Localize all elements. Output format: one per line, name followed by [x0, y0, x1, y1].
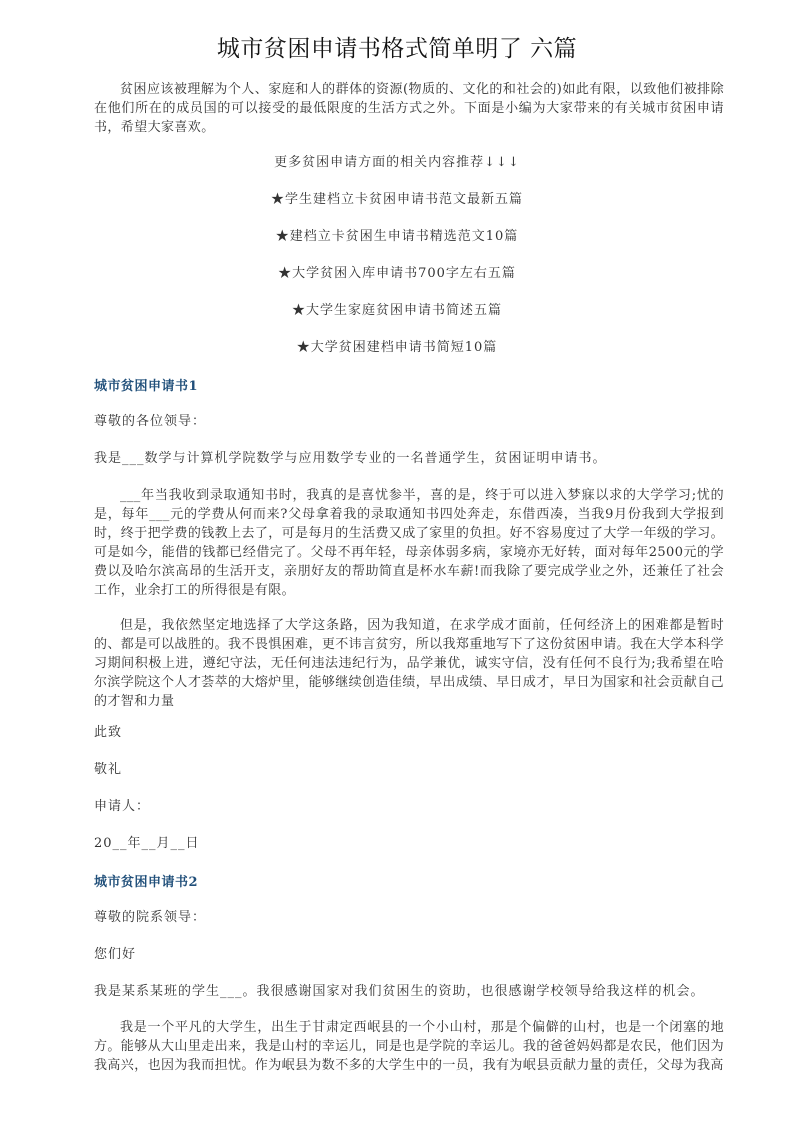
date-line: 20__年__月__日 [94, 836, 200, 851]
body-paragraph: 我是一个平凡的大学生，出生于甘肃定西岷县的一个小山村，那是个偏僻的山村，也是一个闭塞的地方。能够从大山里走出来，我是山村的幸运儿，同是也是学院的幸运儿。我的爸爸妈妈都是农民，他们因为我高兴，也因为我而担忧。作为岷县为数不多的大学生中的一员，我有为岷县贡献力量的责任，父母为我高 [94, 1020, 724, 1073]
recommend-header: 更多贫困申请方面的相关内容推荐↓↓↓ [274, 155, 520, 170]
body-paragraph: ___年当我收到录取通知书时，我真的是喜忧参半，喜的是，终于可以进入梦寐以求的大学学习;忧的是，每年___元的学费从何而来?父母拿着我的录取通知书四处奔走，东借西凑，当我9月份我到大学报到时，终于把学费的钱教上去了，可是每月的生活费又成了家里的负担。好不容易度过了大学一年级的学习。可是如今，能借的钱都已经借完了。父母不再年轻，母亲体弱多病，家境亦无好转，面对每年2500元的学费以及哈尔滨高昂的生活开支，亲朋好友的帮助简直是杯水车薪!而我除了要完成学业之外，还兼任了社会工作，业余打工的所得很是有限。 [94, 488, 724, 598]
recommendation-link[interactable]: ★建档立卡贫困生申请书精选范文10篇 [275, 229, 519, 244]
document-title: 城市贫困申请书格式简单明了 六篇 [216, 36, 578, 62]
recommendation-link[interactable]: ★大学贫困建档申请书简短10篇 [296, 340, 498, 355]
greeting: 您们好 [94, 947, 137, 962]
section-heading-1: 城市贫困申请书1 [94, 379, 199, 394]
salutation: 尊敬的各位领导： [94, 414, 207, 429]
closing-line: 敬礼 [94, 762, 123, 777]
intro-paragraph: 贫困应该被理解为个人、家庭和人的群体的资源(物质的、文化的和社会的)如此有限，以致他们被排除在他们所在的成员国的可以接受的最低限度的生活方式之外。下面是小编为大家带来的有关城市贫困申请书，希望大家喜欢。 [94, 82, 724, 135]
recommendation-link[interactable]: ★学生建档立卡贫困申请书范文最新五篇 [270, 192, 523, 207]
body-paragraph: 我是某系某班的学生___。我很感谢国家对我们贫困生的资助，也很感谢学校领导给我这样的机会。 [94, 984, 705, 999]
body-paragraph: 但是，我依然坚定地选择了大学这条路，因为我知道，在求学成才面前，任何经济上的困难都是暂时的、都是可以战胜的。我不畏惧困难，更不讳言贫穷，所以我郑重地写下了这份贫困申请。我在大学本科学习期间积极上进，遵纪守法，无任何违法违纪行为，品学兼优，诚实守信，没有任何不良行为;我希望在哈尔滨学院这个人才荟萃的大熔炉里，能够继续创造佳绩，早出成绩、早日成才，早日为国家和社会贡献自己的才智和力量 [94, 618, 724, 709]
closing-line: 此致 [94, 725, 123, 740]
section-heading-2: 城市贫困申请书2 [94, 875, 199, 890]
applicant-label: 申请人： [94, 799, 151, 814]
recommendation-link[interactable]: ★大学贫困入库申请书700字左右五篇 [278, 266, 516, 281]
recommendation-link[interactable]: ★大学生家庭贫困申请书简述五篇 [291, 303, 502, 318]
salutation: 尊敬的院系领导： [94, 910, 207, 925]
body-paragraph: 我是___数学与计算机学院数学与应用数学专业的一名普通学生，贫困证明申请书。 [94, 451, 607, 466]
